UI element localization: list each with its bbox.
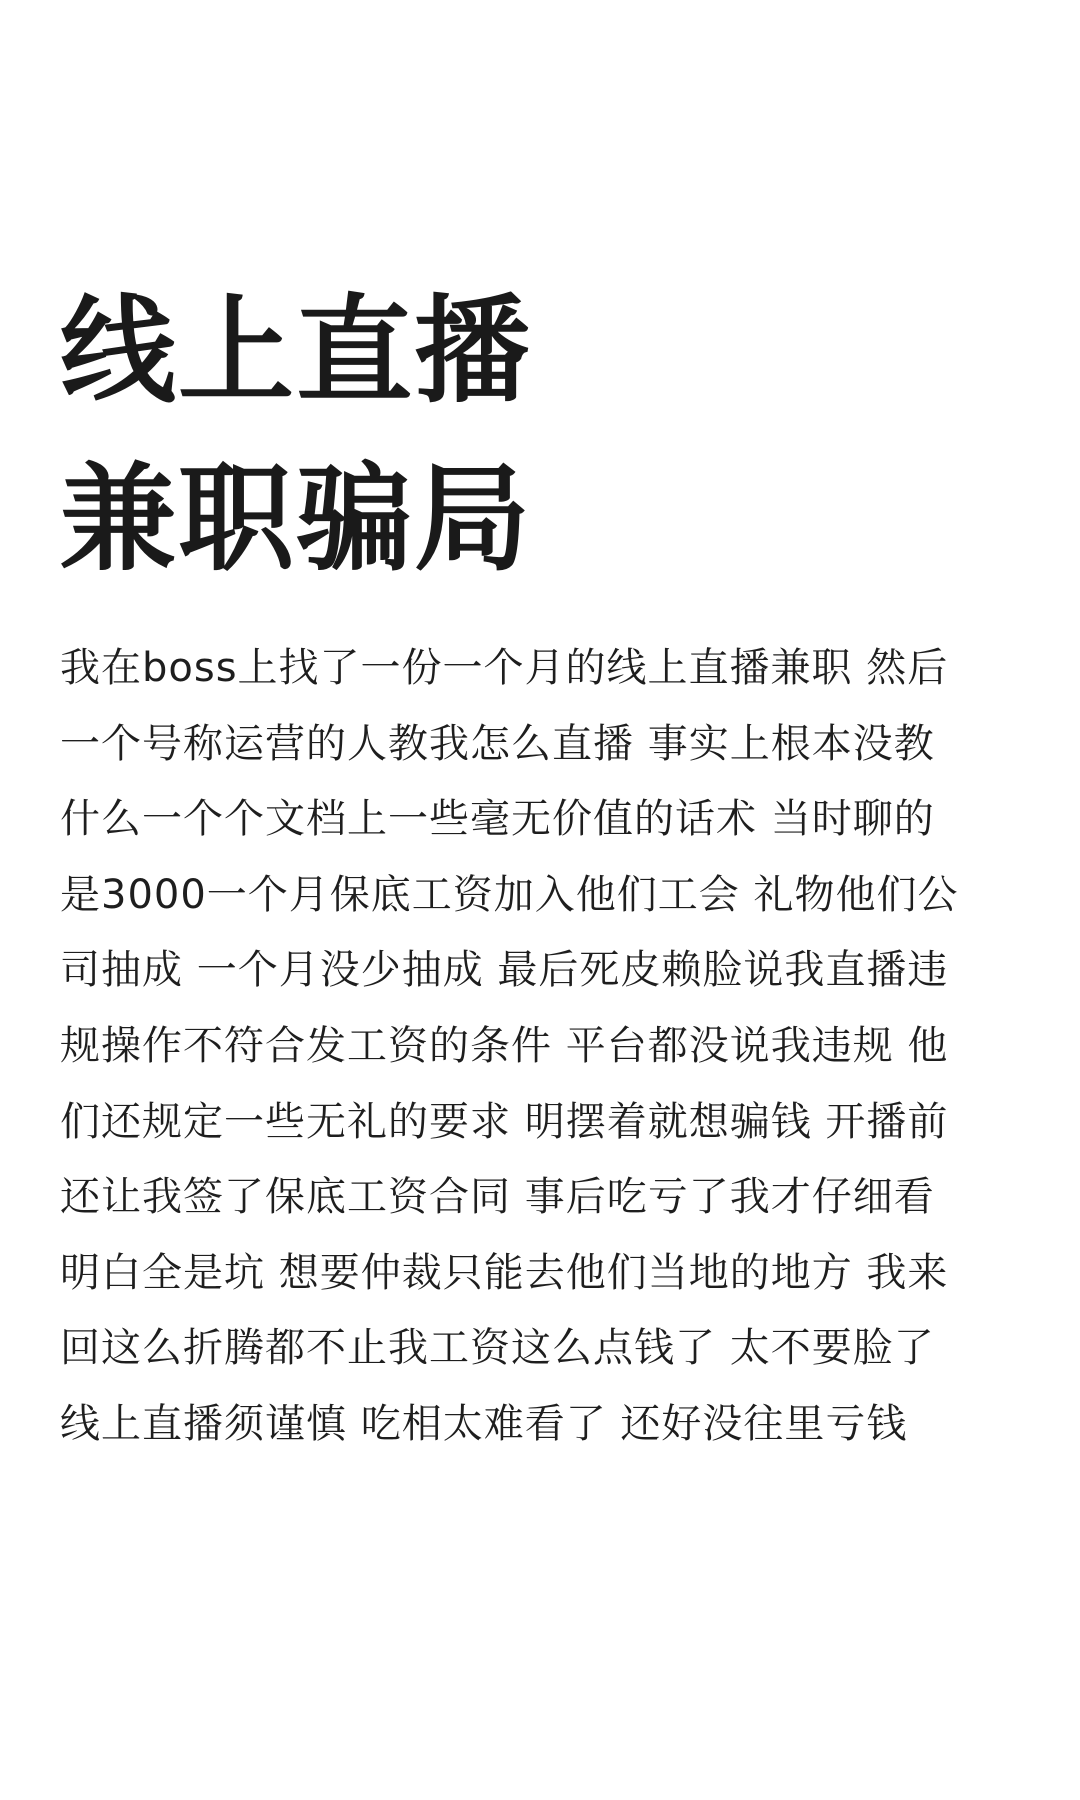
body-line: 是3000一个月保底工资加入他们工会 礼物他们公 (60, 871, 959, 918)
body-line: 司抽成 一个月没少抽成 最后死皮赖脸说我直播违 (60, 947, 949, 994)
body-line: 什么一个个文档上一些毫无价值的话术 当时聊的 (60, 796, 935, 843)
post-title (60, 268, 1020, 604)
body-line: 还让我签了保底工资合同 事后吃亏了我才仔细看 (60, 1174, 935, 1221)
body-line: 明白全是坑 想要仲裁只能去他们当地的地方 我来 (60, 1249, 949, 1296)
body-line: 一个号称运营的人教我怎么直播 事实上根本没教 (60, 720, 935, 767)
body-line: 回这么折腾都不止我工资这么点钱了 太不要脸了 (60, 1325, 935, 1372)
body-line: 我在boss上找了一份一个月的线上直播兼职 然后 (60, 645, 949, 691)
body-line: 规操作不符合发工资的条件 平台都没说我违规 他 (60, 1022, 949, 1069)
body-line: 线上直播须谨慎 吃相太难看了 还好没往里亏钱 (60, 1400, 908, 1447)
post-body (60, 631, 1040, 1463)
body-line: 们还规定一些无礼的要求 明摆着就想骗钱 开播前 (60, 1098, 949, 1145)
title-line-2: 兼职骗局 (60, 452, 532, 587)
title-line-1: 线上直播 (60, 284, 532, 419)
